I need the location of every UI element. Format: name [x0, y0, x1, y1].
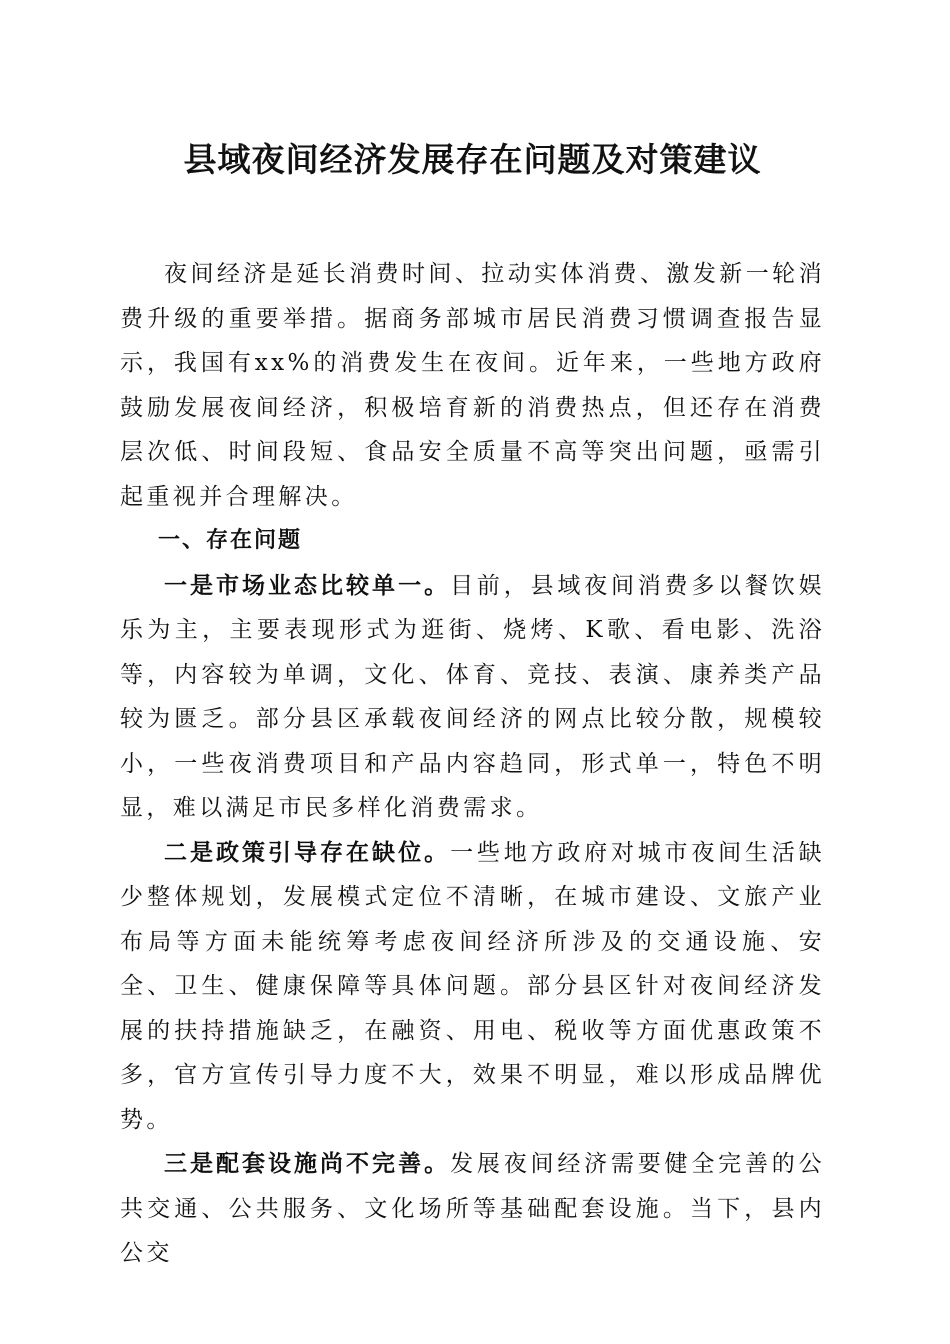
point-paragraph-2 — [120, 831, 825, 1143]
document-page — [120, 130, 825, 1276]
point-body-3: 发展夜间经济需要健全完善的公共交通、公共服务、文化场所等基础配套设施。当下，县内公交 — [120, 1151, 825, 1266]
point-body-1: 目前，县域夜间消费多以餐饮娱乐为主，主要表现形式为逛街、烧烤、K歌、看电影、洗浴等，内容较为单调，文化、体育、竞技、表演、康养类产品较为匮乏。部分县区承载夜间经济的网点比较分散，规模较小，一些夜消费项目和产品内容趋同，形式单一，特色不明显，难以满足市民多样化消费需求。 — [120, 572, 825, 821]
intro-paragraph: 夜间经济是延长消费时间、拉动实体消费、激发新一轮消费升级的重要举措。据商务部城市居民消费习惯调查报告显示，我国有xx%的消费发生在夜间。近年来，一些地方政府鼓励发展夜间经济，积极培育新的消费热点，但还存在消费层次低、时间段短、食品安全质量不高等突出问题，亟需引起重视并合理解决。 — [120, 261, 825, 510]
point-lead-1: 一是市场业态比较单一。 — [164, 572, 451, 599]
point-lead-3: 三是配套设施尚不完善。 — [164, 1151, 451, 1177]
section-heading: 一、存在问题 — [158, 528, 303, 553]
document-title: 县域夜间经济发展存在问题及对策建议 — [183, 140, 762, 179]
point-body-2: 一些地方政府对城市夜间生活缺少整体规划，发展模式定位不清晰，在城市建设、文旅产业布局等方面未能统筹考虑夜间经济所涉及的交通设施、安全、卫生、健康保障等具体问题。部分县区针对夜间经济发展的扶持措施缺乏，在融资、用电、税收等方面优惠政策不多，官方宣传引导力度不大，效果不明显，难以形成品牌优势。 — [120, 839, 825, 1133]
point-paragraph-3 — [120, 1142, 825, 1276]
point-paragraph-1 — [120, 564, 825, 831]
point-lead-2: 二是政策引导存在缺位。 — [164, 839, 451, 866]
